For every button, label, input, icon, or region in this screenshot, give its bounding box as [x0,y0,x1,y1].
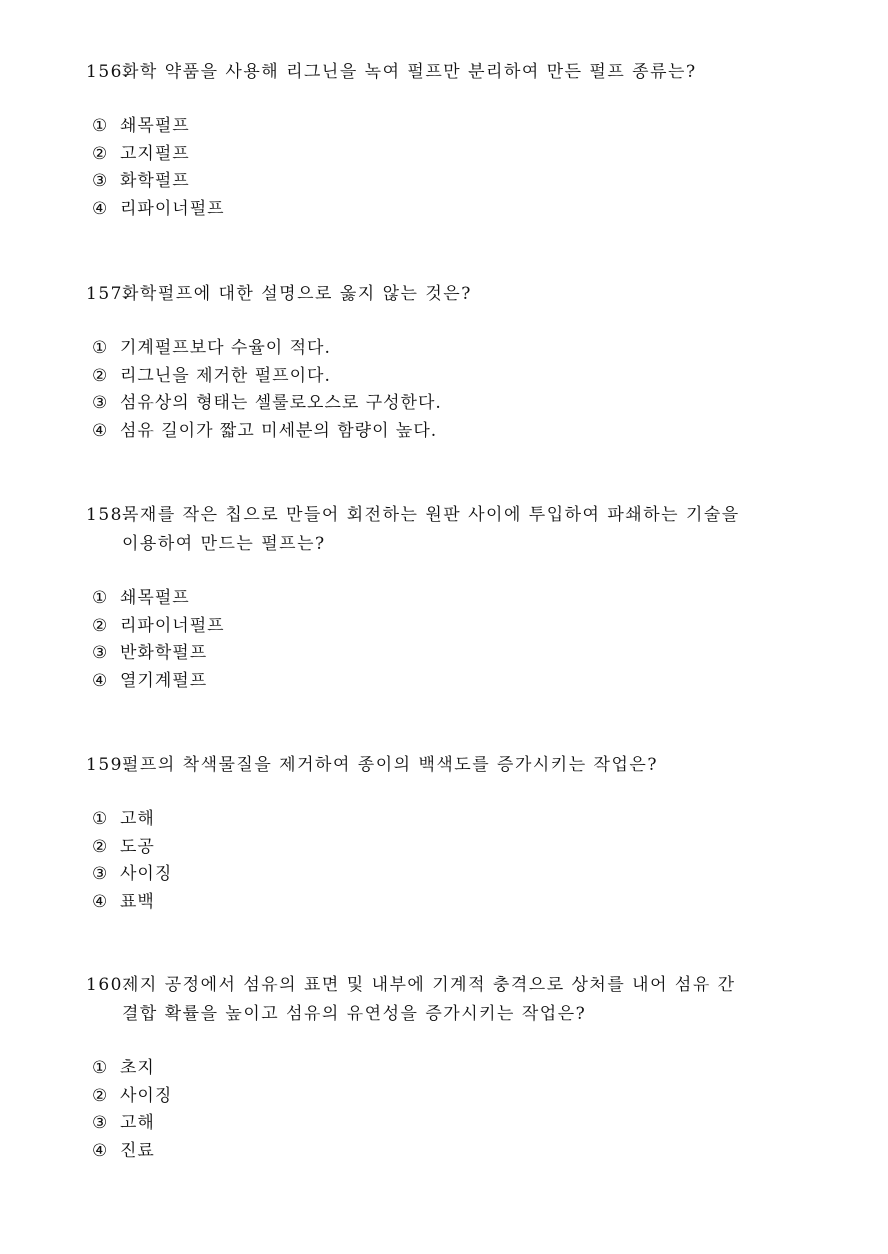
option-text: 초지 [120,1058,155,1078]
option-4 [86,196,816,224]
option-1 [86,585,816,613]
option-marker: ② [92,365,109,386]
option-marker: ② [92,143,109,164]
question-160 [86,971,816,1165]
option-3 [86,168,816,196]
option-1 [86,113,816,141]
option-marker: ① [92,809,109,829]
option-marker: ③ [92,171,109,191]
option-3 [86,390,816,418]
option-text: 기계펄프보다 수율이 적다. [120,338,331,358]
option-marker: ② [92,836,109,857]
option-marker: ② [92,1085,109,1106]
question-number: 156. [86,62,130,82]
option-3 [86,640,816,668]
option-text: 리파이너펄프 [120,198,225,219]
option-2 [86,613,816,641]
question-text-continued: 결합 확률을 높이고 섬유의 유연성을 증가시키는 작업은? [122,1004,587,1024]
option-1 [86,335,816,363]
option-marker: ③ [92,864,109,884]
option-marker: ④ [92,198,109,219]
option-text: 쇄목펄프 [120,588,190,608]
option-text: 고해 [120,1113,155,1133]
option-2 [86,363,816,391]
question-text: 화학 약품을 사용해 리그닌을 녹여 펄프만 분리하여 만든 펄프 종류는? [122,62,697,82]
option-3 [86,861,816,889]
option-text: 표백 [120,891,155,912]
option-text: 쇄목펄프 [120,116,190,136]
question-text: 제지 공정에서 섬유의 표면 및 내부에 기계적 충격으로 상처를 내어 섬유 간 [122,975,736,995]
option-4 [86,418,816,446]
option-text: 진료 [120,1140,155,1161]
question-text: 펄프의 착색물질을 제거하여 종이의 백색도를 증가시키는 작업은? [122,755,658,775]
option-2 [86,834,816,862]
option-text: 고지펄프 [120,143,190,164]
question-stem [86,280,816,309]
question-stem [86,751,816,780]
option-marker: ④ [92,1140,109,1161]
option-list [86,585,816,695]
option-text: 열기계펄프 [120,670,208,691]
option-2 [86,141,816,169]
option-2 [86,1083,816,1111]
option-marker: ② [92,615,109,636]
option-list [86,335,816,445]
option-list [86,113,816,223]
option-text: 사이징 [120,864,173,884]
question-157 [86,280,816,445]
option-text: 고해 [120,809,155,829]
option-text: 리그닌을 제거한 펄프이다. [120,365,331,386]
question-stem [86,501,816,530]
question-stem [86,58,816,87]
option-marker: ③ [92,393,109,413]
question-number: 157. [86,284,130,304]
question-text: 화학펄프에 대한 설명으로 옳지 않는 것은? [122,284,472,304]
option-marker: ① [92,1058,109,1078]
option-marker: ③ [92,643,109,663]
option-marker: ① [92,588,109,608]
option-marker: ④ [92,670,109,691]
question-number: 158. [86,505,130,525]
option-4 [86,668,816,696]
option-marker: ④ [92,891,109,912]
question-number: 160. [86,975,130,995]
option-text: 화학펄프 [120,171,190,191]
option-4 [86,889,816,917]
option-1 [86,1055,816,1083]
option-1 [86,806,816,834]
option-text: 반화학펄프 [120,643,208,663]
question-stem [86,971,816,1000]
option-text: 리파이너펄프 [120,615,225,636]
option-4 [86,1138,816,1166]
question-156 [86,58,816,223]
option-text: 섬유상의 형태는 셀룰로오스로 구성한다. [120,393,442,413]
option-text: 섬유 길이가 짧고 미세분의 함량이 높다. [120,420,438,441]
option-marker: ① [92,116,109,136]
option-marker: ③ [92,1113,109,1133]
option-text: 사이징 [120,1085,173,1106]
option-list [86,806,816,916]
question-text-continued: 이용하여 만드는 펄프는? [122,534,326,554]
option-marker: ① [92,338,109,358]
option-list [86,1055,816,1165]
question-number: 159. [86,755,130,775]
option-marker: ④ [92,420,109,441]
question-158 [86,501,816,695]
option-3 [86,1110,816,1138]
question-text: 목재를 작은 칩으로 만들어 회전하는 원판 사이에 투입하여 파쇄하는 기술을 [122,505,740,525]
question-159 [86,751,816,916]
option-text: 도공 [120,836,155,857]
